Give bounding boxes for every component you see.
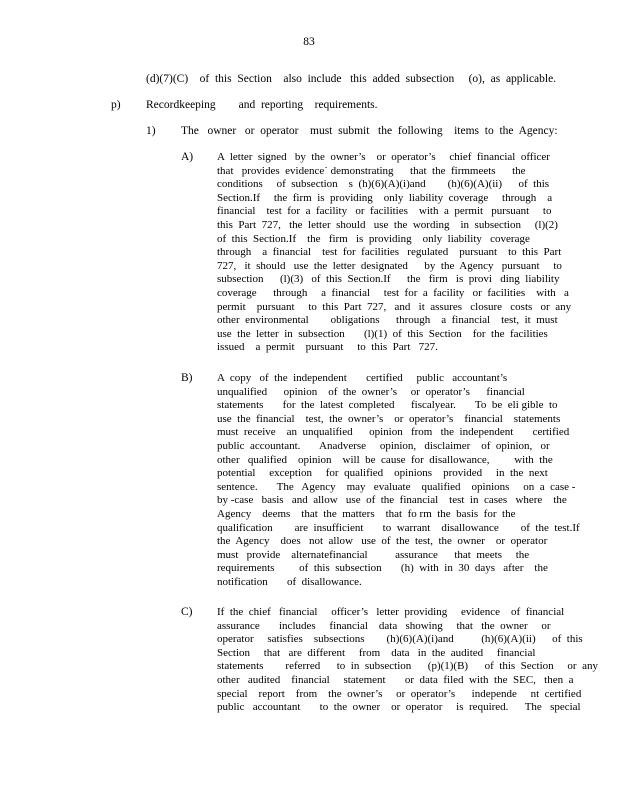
paragraph-line: notification of disallowance.	[217, 575, 362, 588]
paragraph-line: statements for the latest completed fiscalyear. To be eli gible to	[217, 399, 558, 412]
paragraph-line: of this Section.If the firm is providing only liability coverage	[217, 232, 530, 245]
paragraph-line: by -case basis and allow use of the financial test in cases where the	[217, 494, 567, 507]
subitem-a-paragraph	[217, 151, 572, 355]
paragraph-line: permit pursuant to this Part 727, and it assures closure costs or any	[217, 300, 572, 313]
paragraph-line: that provides evidence˙ demonstrating that the firmmeets the	[217, 164, 526, 177]
paragraph-line: this Part 727, the letter should use the wording in subsection (l)(2)	[217, 218, 558, 231]
paragraph-line: other qualified opinion will be cause for disallowance, with the	[217, 453, 553, 466]
paragraph-line: potential exception for qualified opinions provided in the next	[217, 467, 548, 480]
paragraph-line: public accountant to the owner or operator is required. The special	[217, 701, 581, 714]
paragraph-line: issued a permit pursuant to this Part 727.	[217, 341, 438, 354]
paragraph-line: use the financial test, the owner’s or operator’s financial statements	[217, 412, 561, 425]
section-p-label: p)	[111, 99, 121, 111]
paragraph-line: coverage through a financial test for a facility or facilities with a	[217, 286, 569, 299]
continuation-line: (d)(7)(C) of this Section also include this added subsection (o), as applicable.	[146, 73, 557, 85]
paragraph-line: requirements of this subsection (h) with in 30 days after the	[217, 562, 548, 575]
paragraph-line: through a financial test for facilities regulated pursuant to this Part	[217, 246, 562, 259]
paragraph-line: 727, it should use the letter designated by the Agency pursuant to	[217, 259, 562, 272]
paragraph-line: A letter signed by the owner’s or operator’s chief financial officer	[217, 151, 550, 163]
subitem-b-label: B)	[181, 372, 193, 384]
paragraph-line: sentence. The Agency may evaluate qualified opinions on a case -	[217, 480, 576, 493]
subitem-c-paragraph	[217, 606, 598, 715]
paragraph-line: use the letter in subsection (l)(1) of this Section for the facilities	[217, 327, 548, 340]
paragraph-line: Agency deems that the matters that fo rm the basis for the	[217, 507, 516, 520]
subitem-b-paragraph	[217, 372, 580, 590]
paragraph-line: operator satisfies subsections (h)(6)(A)(i)and (h)(6)(A)(ii) of this	[217, 633, 583, 646]
paragraph-line: assurance includes financial data showing that the owner or	[217, 619, 551, 632]
paragraph-line: public accountant. Anadverse opinion, disclaimer of opinion, or	[217, 439, 550, 452]
paragraph-line: Section.If the firm is providing only liability coverage through a	[217, 191, 553, 204]
paragraph-line: qualification are insufficient to warrant disallowance of the test.If	[217, 521, 580, 534]
item-1-label: 1)	[146, 125, 156, 137]
paragraph-line: financial test for a facility or facilities with a permit pursuant to	[217, 205, 552, 218]
paragraph-line: statements referred to in subsection (p)(1)(B) of this Section or any	[217, 660, 598, 673]
paragraph-line: If the chief financial officer’s letter providing evidence of financial	[217, 606, 565, 618]
paragraph-line: must provide alternatefinancial assurance that meets the	[217, 548, 530, 561]
paragraph-line: special report from the owner’s or operator’s independe nt certified	[217, 687, 582, 700]
item-1-text: The owner or operator must submit the following items to the Agency:	[181, 125, 558, 137]
paragraph-line: Section that are different from data in the audited financial	[217, 646, 536, 659]
section-p-heading: Recordkeeping and reporting requirements.	[146, 99, 378, 111]
paragraph-line: conditions of subsection s (h)(6)(A)(i)and (h)(6)(A)(ii) of this	[217, 178, 550, 191]
paragraph-line: unqualified opinion of the owner’s or operator’s financial	[217, 385, 525, 398]
paragraph-line: A copy of the independent certified public accountant’s	[217, 372, 508, 384]
page-number: 83	[303, 36, 315, 48]
paragraph-line: other environmental obligations through a financial test, it must	[217, 314, 558, 327]
paragraph-line: the Agency does not allow use of the test, the owner or operator	[217, 535, 548, 548]
paragraph-line: must receive an unqualified opinion from the independent certified	[217, 426, 570, 439]
subitem-c-label: C)	[181, 606, 193, 618]
paragraph-line: subsection (l)(3) of this Section.If the firm is provi ding liability	[217, 273, 560, 286]
subitem-a-label: A)	[181, 151, 194, 163]
paragraph-line: other audited financial statement or data filed with the SEC, then a	[217, 673, 574, 686]
